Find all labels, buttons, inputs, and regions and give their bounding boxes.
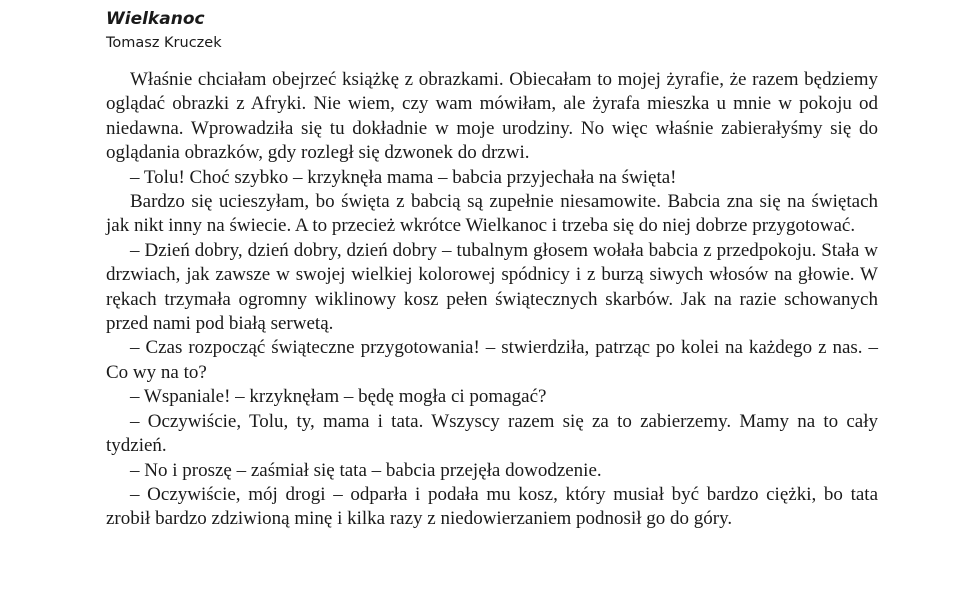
story-title: Wielkanoc <box>106 9 205 29</box>
paragraph: – Czas rozpocząć świąteczne przygotowania! – stwierdziła, patrząc po kolei na każdego z nas. – Co wy na to? <box>106 337 878 383</box>
paragraph: – Oczywiście, Tolu, ty, mama i tata. Wszyscy razem się za to zabierzemy. Mamy na to cały tydzień. <box>106 410 878 457</box>
paragraph: – Wspaniale! – krzyknęłam – będę mogła ci pomagać? <box>130 386 547 408</box>
paragraph: – Tolu! Choć szybko – krzyknęła mama – babcia przyjechała na święta! <box>130 166 677 188</box>
paragraph: – No i proszę – zaśmiał się tata – babcia przejęła dowodzenie. <box>130 459 602 481</box>
document-page <box>106 6 878 532</box>
story-text <box>106 68 878 532</box>
paragraph: Właśnie chciałam obejrzeć książkę z obrazkami. Obiecałam to mojej żyrafie, że razem będziemy oglądać obrazki z Afryki. Nie wiem, czy wam mówiłam, ale żyrafa mieszka u mnie w pokoju od niedawna. Wprowadziła się tu dokładnie w moje urodziny. No więc właśnie zabierałyśmy się do oglądania obrazków, gdy rozległ się dzwonek do drzwi. <box>106 69 878 164</box>
paragraph: Bardzo się ucieszyłam, bo święta z babcią są zupełnie niesamowite. Babcia zna się na świętach jak nikt inny na świecie. A to przecież wkrótce Wielkanoc i trzeba się do niej dobrze przygotować. <box>106 191 878 237</box>
paragraph: – Oczywiście, mój drogi – odparła i podała mu kosz, który musiał być bardzo ciężki, bo tata zrobił bardzo zdziwioną minę i kilka razy z niedowierzaniem podnosił go do góry. <box>106 483 878 530</box>
paragraph: – Dzień dobry, dzień dobry, dzień dobry – tubalnym głosem wołała babcia z przedpokoju. Stała w drzwiach, jak zawsze w swojej wielkiej kolorowej spódnicy i z burzą siwych włosów na głowie. W rękach trzymała ogromny wiklinowy kosz pełen świątecznych skarbów. Jak na razie schowanych przed nami pod białą serwetą. <box>106 239 878 335</box>
story-author: Tomasz Kruczek <box>106 35 222 51</box>
